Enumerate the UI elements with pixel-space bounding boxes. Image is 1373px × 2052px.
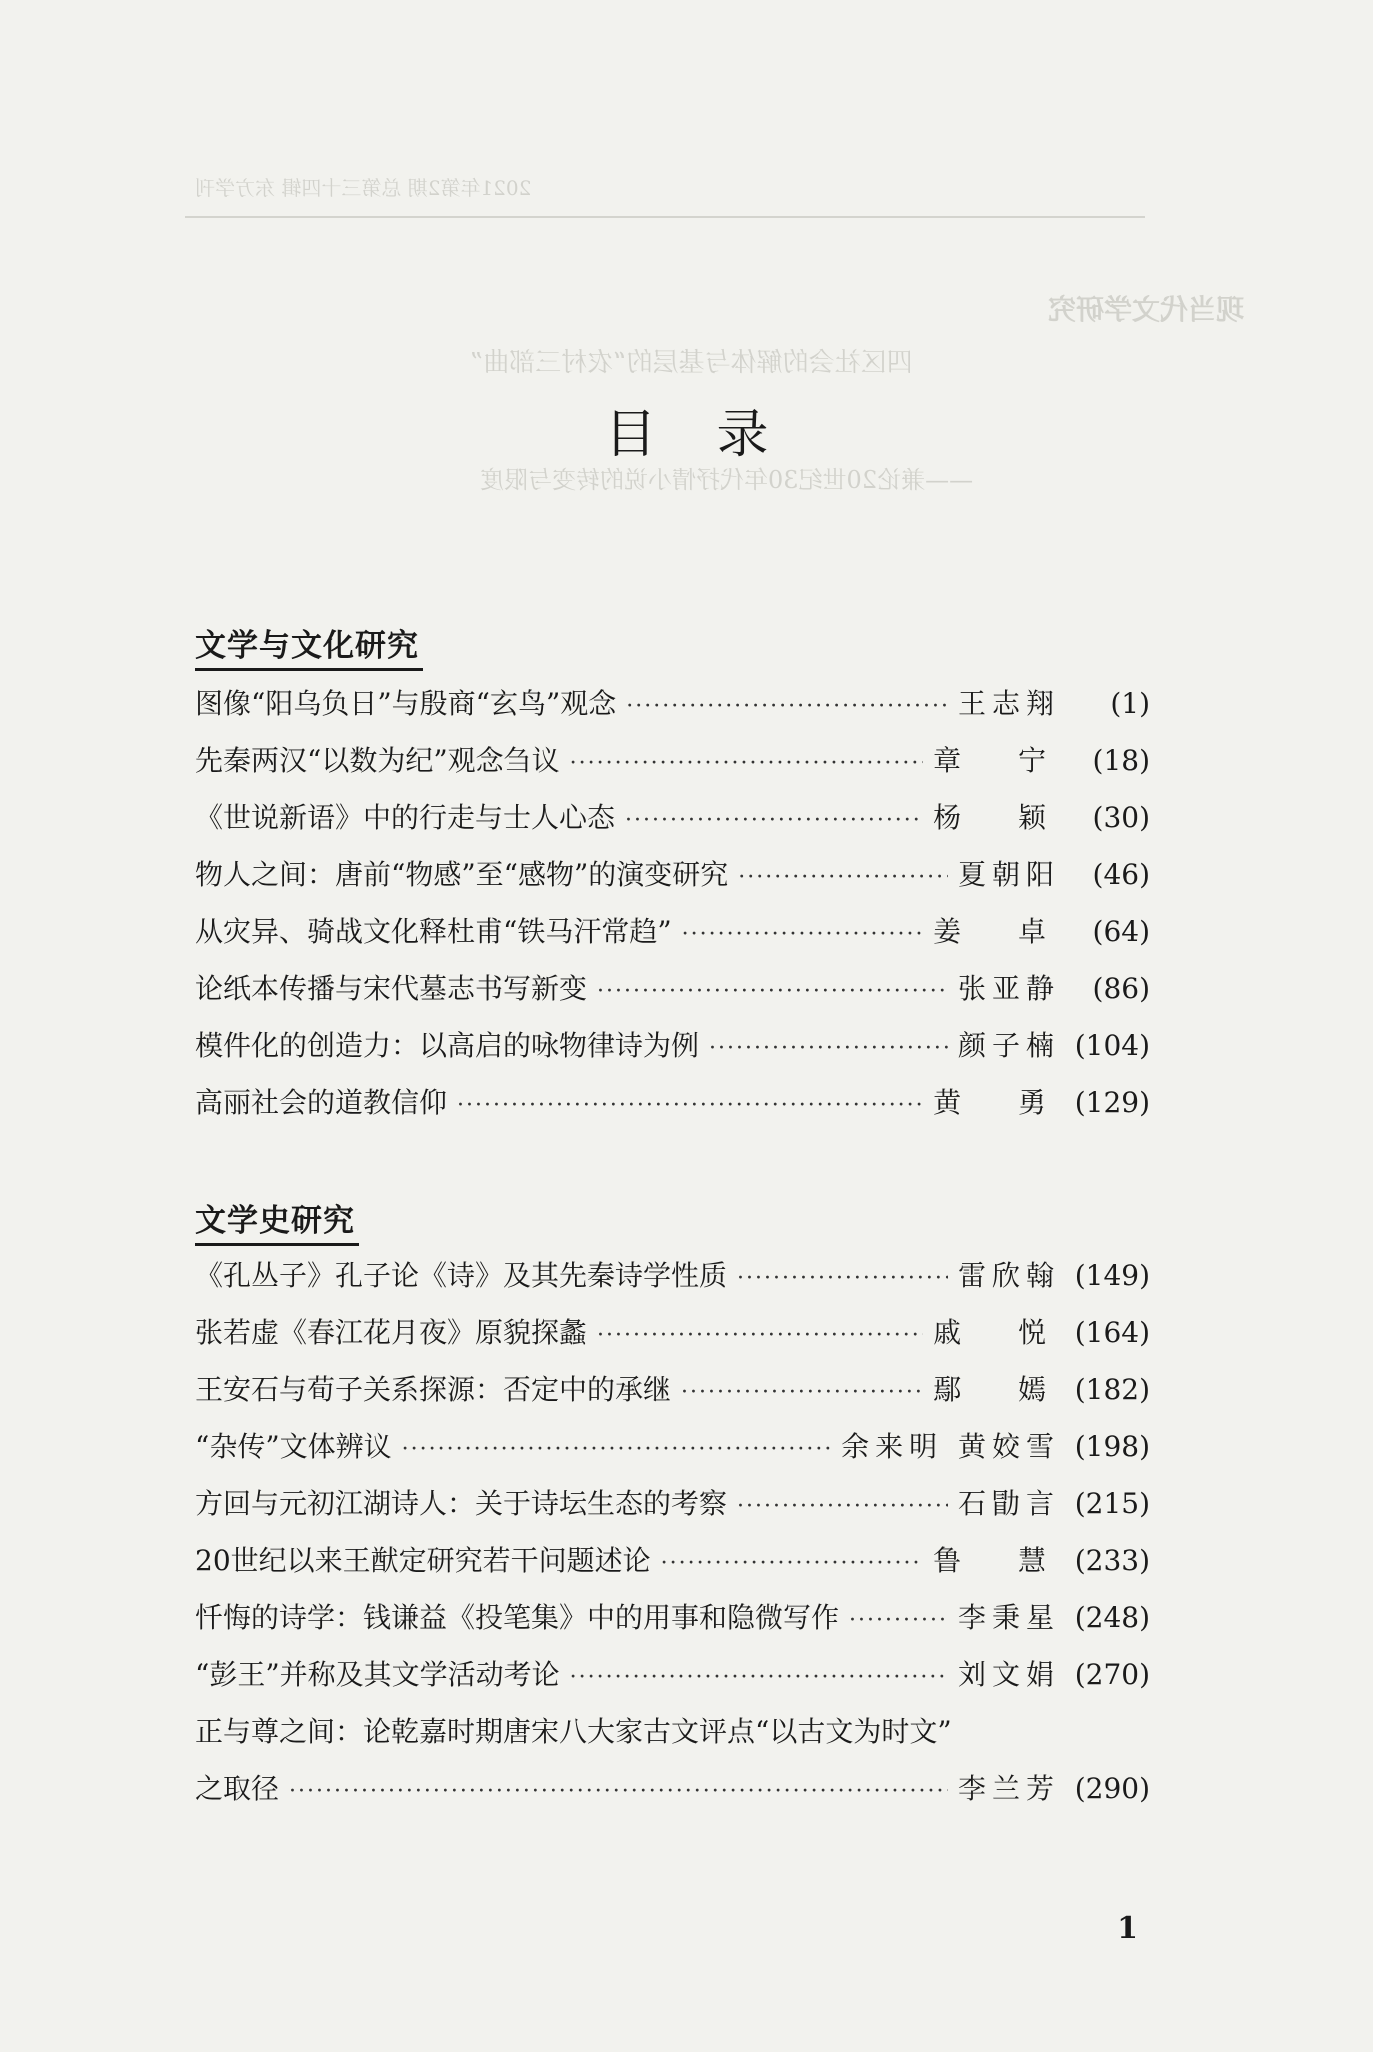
toc-entry-title: 先秦两汉“以数为纪”观念刍议: [195, 744, 560, 777]
toc-entry[interactable]: [195, 1596, 1150, 1653]
toc-entry[interactable]: [195, 967, 1150, 1024]
bleed-through-line: [1048, 288, 1244, 328]
bleed-through-header: [185, 172, 1145, 218]
toc-entry[interactable]: [195, 682, 1150, 739]
toc-entry-author: 余来明 黄姣雪: [841, 1430, 1060, 1463]
section-underline: [195, 668, 423, 671]
toc-entry-author: 姜 卓: [933, 915, 1070, 948]
toc-entry-author: 李兰芳: [957, 1772, 1060, 1805]
toc-entry-page: (129): [1074, 1086, 1150, 1119]
leader-dots: [709, 1036, 948, 1061]
leader-dots: [570, 1665, 948, 1690]
toc-entry-page: (149): [1074, 1259, 1150, 1292]
toc-entry-page: (215): [1074, 1487, 1150, 1520]
leader-dots: [457, 1093, 923, 1118]
toc-entry-author: 雷欣翰: [957, 1259, 1060, 1292]
toc-entry-author: 张亚静: [957, 972, 1060, 1005]
toc-entry-author: 颜子楠: [957, 1029, 1060, 1062]
toc-entry-title: 张若虚《春江花月夜》原貌探蠡: [195, 1316, 588, 1349]
toc-entry-page: (290): [1074, 1772, 1150, 1805]
section-heading: [195, 620, 419, 665]
leader-dots: [737, 1266, 948, 1291]
bleed-through-line: [470, 342, 913, 379]
leader-dots: [681, 1380, 923, 1405]
toc-entry-author: 王志翔: [957, 687, 1060, 720]
section-entries: [195, 682, 1150, 1138]
toc-entry-page: (270): [1074, 1658, 1150, 1691]
toc-entry-title: 论纸本传播与宋代墓志书写新变: [195, 972, 588, 1005]
page-title: 目录: [604, 405, 829, 465]
toc-entry-page: (18): [1092, 744, 1150, 777]
toc-entry[interactable]: [195, 1482, 1150, 1539]
toc-entry[interactable]: [195, 1710, 1150, 1767]
toc-entry[interactable]: [195, 1425, 1150, 1482]
bleed-through-text-b: 四区社会的解体与基层的“农村三部曲”: [470, 348, 913, 378]
toc-entry-title: 王安石与荀子关系探源：否定中的承继: [195, 1373, 672, 1406]
leader-dots: [737, 1494, 948, 1519]
bleed-through-text-a: 现当代文学研究: [1048, 293, 1245, 326]
toc-entry[interactable]: [195, 1767, 1150, 1824]
page-number: 1: [1117, 1911, 1138, 1946]
toc-entry[interactable]: [195, 796, 1150, 853]
toc-entry-author: 黄 勇: [933, 1086, 1070, 1119]
section-underline: [195, 1243, 359, 1246]
toc-entry-page: (248): [1074, 1601, 1150, 1634]
toc-entry-title: “杂传”文体辨议: [195, 1430, 392, 1463]
toc-entry-author: 鲁 慧: [933, 1544, 1070, 1577]
toc-entry-author: 刘文娟: [957, 1658, 1060, 1691]
toc-entry[interactable]: [195, 1539, 1150, 1596]
toc-entry-page: (64): [1092, 915, 1150, 948]
leader-dots: [661, 1551, 923, 1576]
toc-entry-title: 从灾异、骑战文化释杜甫“铁马汗常趋”: [195, 915, 672, 948]
leader-dots: [570, 751, 923, 776]
toc-entry[interactable]: [195, 1368, 1150, 1425]
toc-entry-title: 正与尊之间：论乾嘉时期唐宋八大家古文评点“以古文为时文”: [195, 1715, 952, 1748]
toc-entry-author: 鄢 嫣: [933, 1373, 1070, 1406]
toc-entry-title: 之取径: [195, 1772, 280, 1805]
toc-entry-title: 物人之间：唐前“物感”至“感物”的演变研究: [195, 858, 729, 891]
toc-entry-title: 高丽社会的道教信仰: [195, 1086, 448, 1119]
section-heading: [195, 1195, 355, 1240]
leader-dots: [626, 694, 948, 719]
toc-entry-page: (86): [1092, 972, 1150, 1005]
toc-entry-title: 《世说新语》中的行走与士人心态: [195, 801, 616, 834]
toc-entry[interactable]: [195, 1254, 1150, 1311]
toc-entry[interactable]: [195, 1653, 1150, 1710]
leader-dots: [738, 865, 948, 890]
toc-entry-page: (1): [1110, 687, 1150, 720]
toc-entry-page: (182): [1074, 1373, 1150, 1406]
toc-entry-page: (198): [1074, 1430, 1150, 1463]
toc-entry-page: (164): [1074, 1316, 1150, 1349]
toc-entry-title: 忏悔的诗学：钱谦益《投笔集》中的用事和隐微写作: [195, 1601, 840, 1634]
leader-dots: [402, 1437, 831, 1462]
toc-entry-title: 《孔丛子》孔子论《诗》及其先秦诗学性质: [195, 1259, 728, 1292]
leader-dots: [597, 1323, 923, 1348]
section-entries: [195, 1254, 1150, 1824]
leader-dots: [849, 1608, 948, 1633]
toc-entry[interactable]: [195, 853, 1150, 910]
toc-entry[interactable]: [195, 1311, 1150, 1368]
toc-entry-author: 戚 悦: [933, 1316, 1070, 1349]
toc-entry-page: (233): [1074, 1544, 1150, 1577]
toc-entry-title: “彭王”并称及其文学活动考论: [195, 1658, 560, 1691]
leader-dots: [597, 979, 948, 1004]
bleed-through-header-text: 2021年第2期 总第三十四辑 东方学刊: [195, 176, 532, 200]
toc-entry-author: 夏朝阳: [957, 858, 1060, 891]
toc-entry-author: 石勖言: [957, 1487, 1060, 1520]
toc-entry-title: 方回与元初江湖诗人：关于诗坛生态的考察: [195, 1487, 728, 1520]
toc-entry-page: (46): [1092, 858, 1150, 891]
section-heading-text: 文学与文化研究: [195, 628, 419, 664]
section-heading-text: 文学史研究: [195, 1203, 355, 1239]
toc-entry-page: (30): [1092, 801, 1150, 834]
toc-entry-author: 李秉星: [957, 1601, 1060, 1634]
leader-dots: [289, 1779, 948, 1804]
toc-entry-title: 图像“阳乌负日”与殷商“玄鸟”观念: [195, 687, 617, 720]
toc-entry[interactable]: [195, 910, 1150, 967]
leader-dots: [625, 808, 923, 833]
toc-entry-title: 20世纪以来王猷定研究若干问题述论: [195, 1544, 651, 1577]
toc-entry-author: 杨 颖: [933, 801, 1070, 834]
toc-entry[interactable]: [195, 1024, 1150, 1081]
toc-entry[interactable]: [195, 1081, 1150, 1138]
leader-dots: [682, 922, 923, 947]
toc-entry-page: (104): [1074, 1029, 1150, 1062]
toc-entry-title: 模件化的创造力：以高启的咏物律诗为例: [195, 1029, 700, 1062]
toc-entry[interactable]: [195, 739, 1150, 796]
bleed-through-text-c: ——兼论20世纪30年代抒情小说的转变与限度: [480, 466, 974, 494]
toc-entry-author: 章 宁: [933, 744, 1070, 777]
